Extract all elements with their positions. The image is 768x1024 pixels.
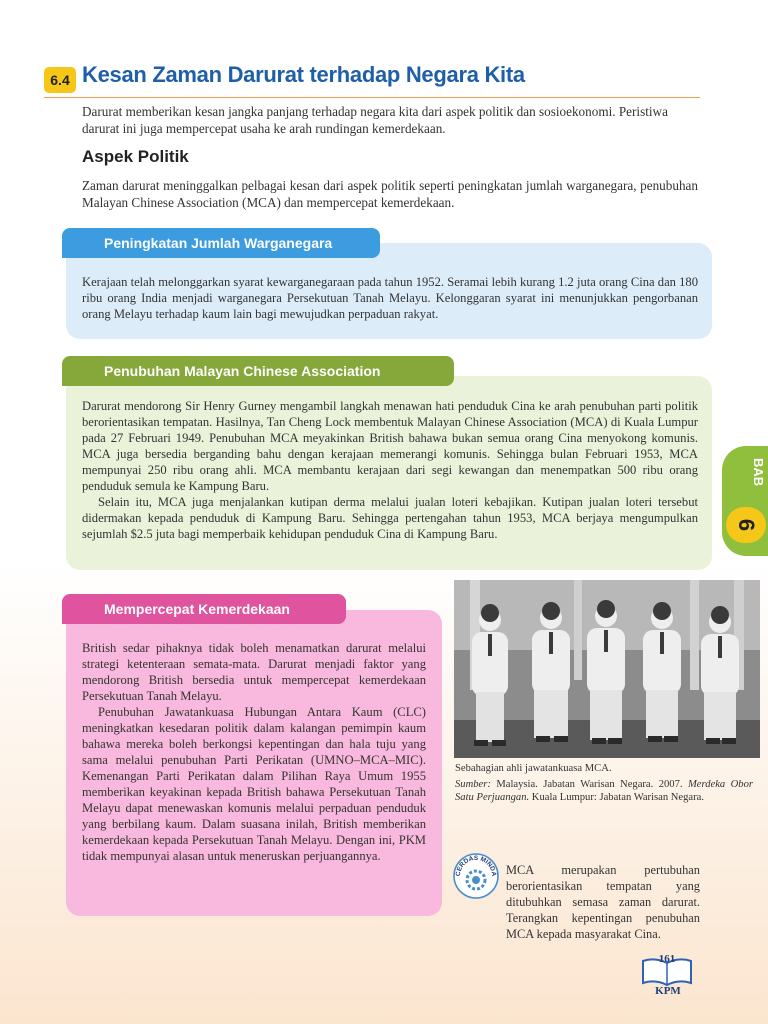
subheading-aspek-politik: Aspek Politik bbox=[82, 147, 189, 166]
cerdas-minda-gear-icon bbox=[452, 852, 500, 900]
title-divider bbox=[44, 97, 700, 98]
section-title: Kesan Zaman Darurat terhadap Negara Kita bbox=[82, 62, 525, 87]
mca-tab: Penubuhan Malayan Chinese Association bbox=[62, 356, 454, 386]
mca-committee-photo bbox=[454, 580, 760, 758]
source-label: Sumber: bbox=[455, 779, 491, 790]
independence-text bbox=[82, 640, 426, 864]
cerdas-minda-question: MCA merupakan pertubuhan berorientasikan tempatan yang ditubuhkan semasa zaman darurat. Terangkan kepentingan penubuhan MCA kepada masyarakat Cina. bbox=[506, 863, 700, 941]
mca-paragraph-1: Darurat mendorong Sir Henry Gurney mengambil langkah menawan hati penduduk Cina ke arah penubuhan parti politik berorientasikan tempatan. Hasilnya, Tan Cheng Lock membentuk Malayan Chinese Association (MCA) di Kuala Lumpur pada 27 Februari 1949. Penubuhan MCA meyakinkan British bahawa bukan semua orang Cina menyokong komunis. MCA juga bersedia berganding bahu dengan kerajaan memerangi komunis. Sehingga bulan Februari 1953, MCA mempunyai 250 ribu orang ahli. MCA membantu kerajaan dari segi kewangan dan menempatkan 500 ribu orang penduduk semula ke Kampung Baru. bbox=[82, 399, 698, 493]
photo-source bbox=[455, 778, 753, 804]
independence-tab: Mempercepat Kemerdekaan bbox=[62, 594, 346, 624]
independence-paragraph-2: Penubuhan Jawatankuasa Hubungan Antara Kaum (CLC) meningkatkan kesedaran politik dalam kalangan pemimpin kaum bahawa mereka boleh berkongsi kepentingan dan hala tuju yang sama melalui penubuhan Parti Perikatan (UMNO–MCA–MIC). Kemenangan Parti Perikatan dalam Pilihan Raya Umum 1955 memberikan keyakinan kepada British bahawa Persekutuan Tanah Melayu dapat menewaskan komunis melalui perpaduan penduduk yang berbilang kaum. Dalam suasana inilah, British memberikan kemerdekaan kepada Persekutuan Tanah Melayu. Dengan ini, PKM tidak mempunyai alasan untuk meneruskan perjuangannya. bbox=[82, 705, 426, 863]
citizenship-tab: Peningkatan Jumlah Warganegara bbox=[62, 228, 380, 258]
icon-text: CERDAS MINDA bbox=[454, 855, 498, 877]
chapter-label: BAB bbox=[751, 458, 766, 487]
publisher-label: KPM bbox=[655, 985, 681, 997]
mca-paragraph-2: Selain itu, MCA juga menjalankan kutipan derma melalui jualan loteri kebajikan. Kutipan jualan loteri tersebut didermakan kepada penduduk di Kampung Baru. Sehingga pertengahan tahun 1953, MCA berjaya mengumpulkan sejumlah $2.5 juta bagi memperbaik kehidupan penduduk Cina di Kampung Baru. bbox=[82, 495, 698, 541]
source-tail: Kuala Lumpur: Jabatan Warisan Negara. bbox=[529, 792, 705, 803]
source-text: Malaysia. Jabatan Warisan Negara. 2007. bbox=[490, 779, 688, 790]
citizenship-text: Kerajaan telah melonggarkan syarat kewarganegaraan pada tahun 1952. Seramai lebih kurang 1.2 juta orang Cina dan 180 ribu orang India menjadi warganegara Persekutuan Tanah Melayu. Kelonggaran syarat ini menunjukkan pengorbanan orang Melayu terhadap kaum lain bagi mewujudkan perpaduan rakyat. bbox=[82, 275, 698, 321]
section-intro: Darurat memberikan kesan jangka panjang terhadap negara kita dari aspek politik dan sosioekonomi. Peristiwa darurat ini juga mempercepat usaha ke arah rundingan kemerdekaan. bbox=[82, 104, 668, 136]
photo-caption: Sebahagian ahli jawatankuasa MCA. bbox=[455, 763, 612, 774]
mca-text bbox=[82, 398, 698, 542]
page-number: 161 bbox=[658, 953, 676, 965]
source-title: Merdeka Obor Satu Perjuangan. bbox=[455, 779, 753, 803]
chapter-number: 6 bbox=[726, 507, 766, 543]
section-number-badge: 6.4 bbox=[44, 67, 76, 93]
aspek-politik-paragraph: Zaman darurat meninggalkan pelbagai kesan dari aspek politik seperti peningkatan jumlah warganegara, penubuhan Malayan Chinese Association (MCA) dan mempercepat kemerdekaan. bbox=[82, 178, 698, 210]
independence-paragraph-1: British sedar pihaknya tidak boleh menamatkan darurat melalui strategi ketenteraan semata-mata. Darurat menjadi faktor yang mendorong British bersedia untuk mempercepat kemerdekaan Persekutuan Tanah Melayu. bbox=[82, 641, 426, 703]
